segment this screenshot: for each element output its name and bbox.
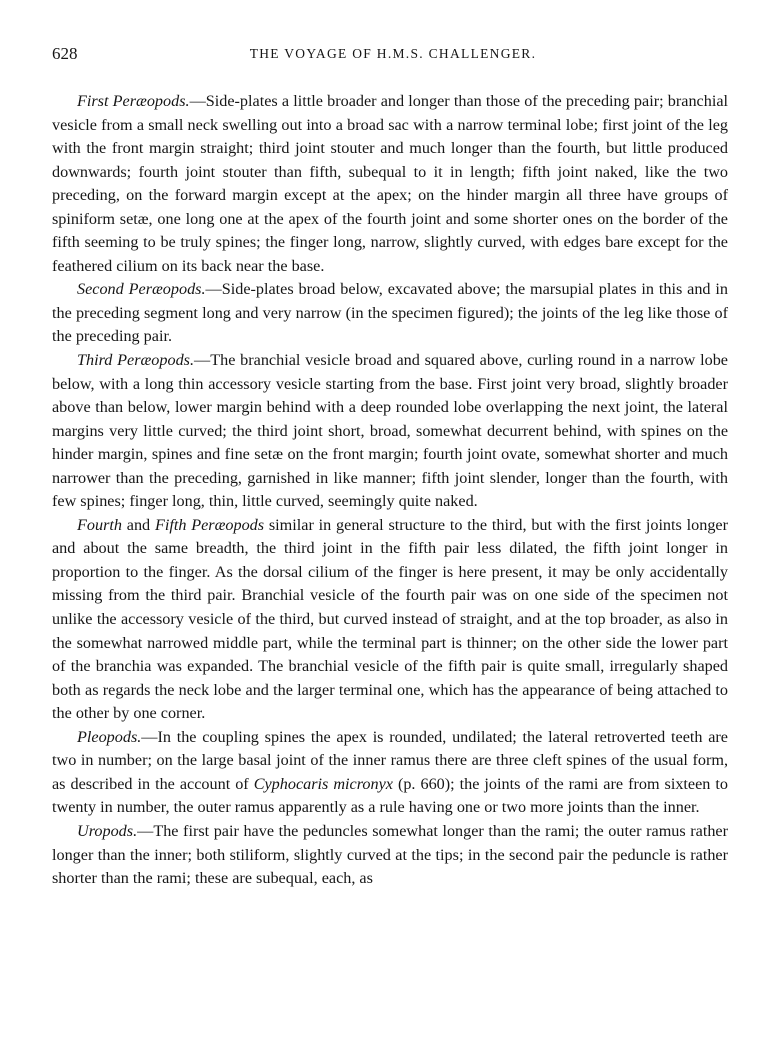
section-title: Fourth [77,515,122,534]
section-title: Pleopods. [77,727,142,746]
page-number: 628 [52,44,78,63]
section-title: Third Peræopods. [77,351,195,370]
paragraph-uropods [52,820,728,891]
section-title: Uropods. [77,821,138,840]
paragraph-text: (p. 660); the joints of the rami are from sixteen to twenty in number, the outer ramus apparently as a rule having one or two more joints than the inner. [52,774,728,817]
paragraph-fourth-fifth-peraeopods [52,514,728,726]
section-title: First Peræopods. [77,92,190,110]
paragraph-text: —The first pair have the peduncles somewhat longer than the rami; the outer ramus rather longer than the inner; both stiliform, slightly curved at the tips; in the second pair the peduncle is rather shorter than the rami; these are subequal, each, as [52,821,728,888]
paragraph-text: —Side-plates a little broader and longer than those of the preceding pair; branchial vesicle from a small neck swelling out into a broad sac with a narrow terminal lobe; first joint of the leg with the front margin straight; third joint stouter and much longer than the fourth, but little produced downwards; fourth joint stouter than fifth, subequal to it in length; fifth joint naked, like the two preceding, on the forward margin except at the apex; on the hinder margin all three have groups of spiniform setæ, one long one at the apex of the fourth joint and some shorter ones on the border of the fifth seeming to be truly spines; the finger long, narrow, slightly curved, with edges bare except for the feathered cilium on its back near the base. [52,92,729,275]
paragraph-text: —In the coupling spines the apex is rounded, undilated; the lateral retroverted teeth are two in number; on the large basal joint of the inner ramus there are three cleft spines of the usual form, as described in the account of [52,727,728,793]
title-joiner: and [121,515,155,534]
paragraph-text: —Side-plates broad below, excavated above; the marsupial plates in this and in the preceding segment long and very narrow (in the specimen figured); the joints of the leg like those of the preceding pair. [52,280,728,346]
body-text [52,90,728,891]
page-header [52,44,734,72]
paragraph-first-peraeopods [52,90,728,278]
paragraph-pleopods [52,726,728,820]
paragraph-third-peraeopods [52,349,728,514]
section-title: Fifth Peræopods [154,515,265,534]
paragraph-second-peraeopods [52,278,728,349]
paragraph-text: similar in general structure to the third, but with the first joints longer and about the same breadth, the third joint in the fifth pair less dilated, the fifth joint longer in proportion to the finger. As the dorsal cilium of the finger is here present, it may be only accidentally missing from the third pair. Branchial vesicle of the fourth pair was on one side of the specimen not unlike the accessory vesicle of the third, but curved instead of straight, and at the top broader, as also in the somewhat narrowed middle part, while the terminal part is thinner; on the other side the lower part of the branchia was expanded. The branchial vesicle of the fifth pair is quite small, irregularly shaped both as regards the neck lobe and the larger terminal one, which has the appearance of being attached to the other by one corner. [52,515,728,723]
running-title: THE VOYAGE OF H.M.S. CHALLENGER. [249,46,537,61]
species-name: Cyphocaris micronyx [253,774,393,793]
paragraph-text: —The branchial vesicle broad and squared above, curling round in a narrow lobe below, with a long thin accessory vesicle starting from the base. First joint very broad, slightly broader above than below, lower margin behind with a deep rounded lobe overlapping the next joint, the lateral margins very little curved; the third joint short, broad, somewhat decurrent behind, with spines on the hinder margin, spines and fine setæ on the front margin; fourth joint ovate, somewhat shorter and much narrower than the preceding, garnished in like manner; fifth joint slender, longer than the fourth, with few spines; finger long, thin, little curved, seemingly quite naked. [52,351,728,511]
section-title: Second Peræopods. [77,280,206,299]
